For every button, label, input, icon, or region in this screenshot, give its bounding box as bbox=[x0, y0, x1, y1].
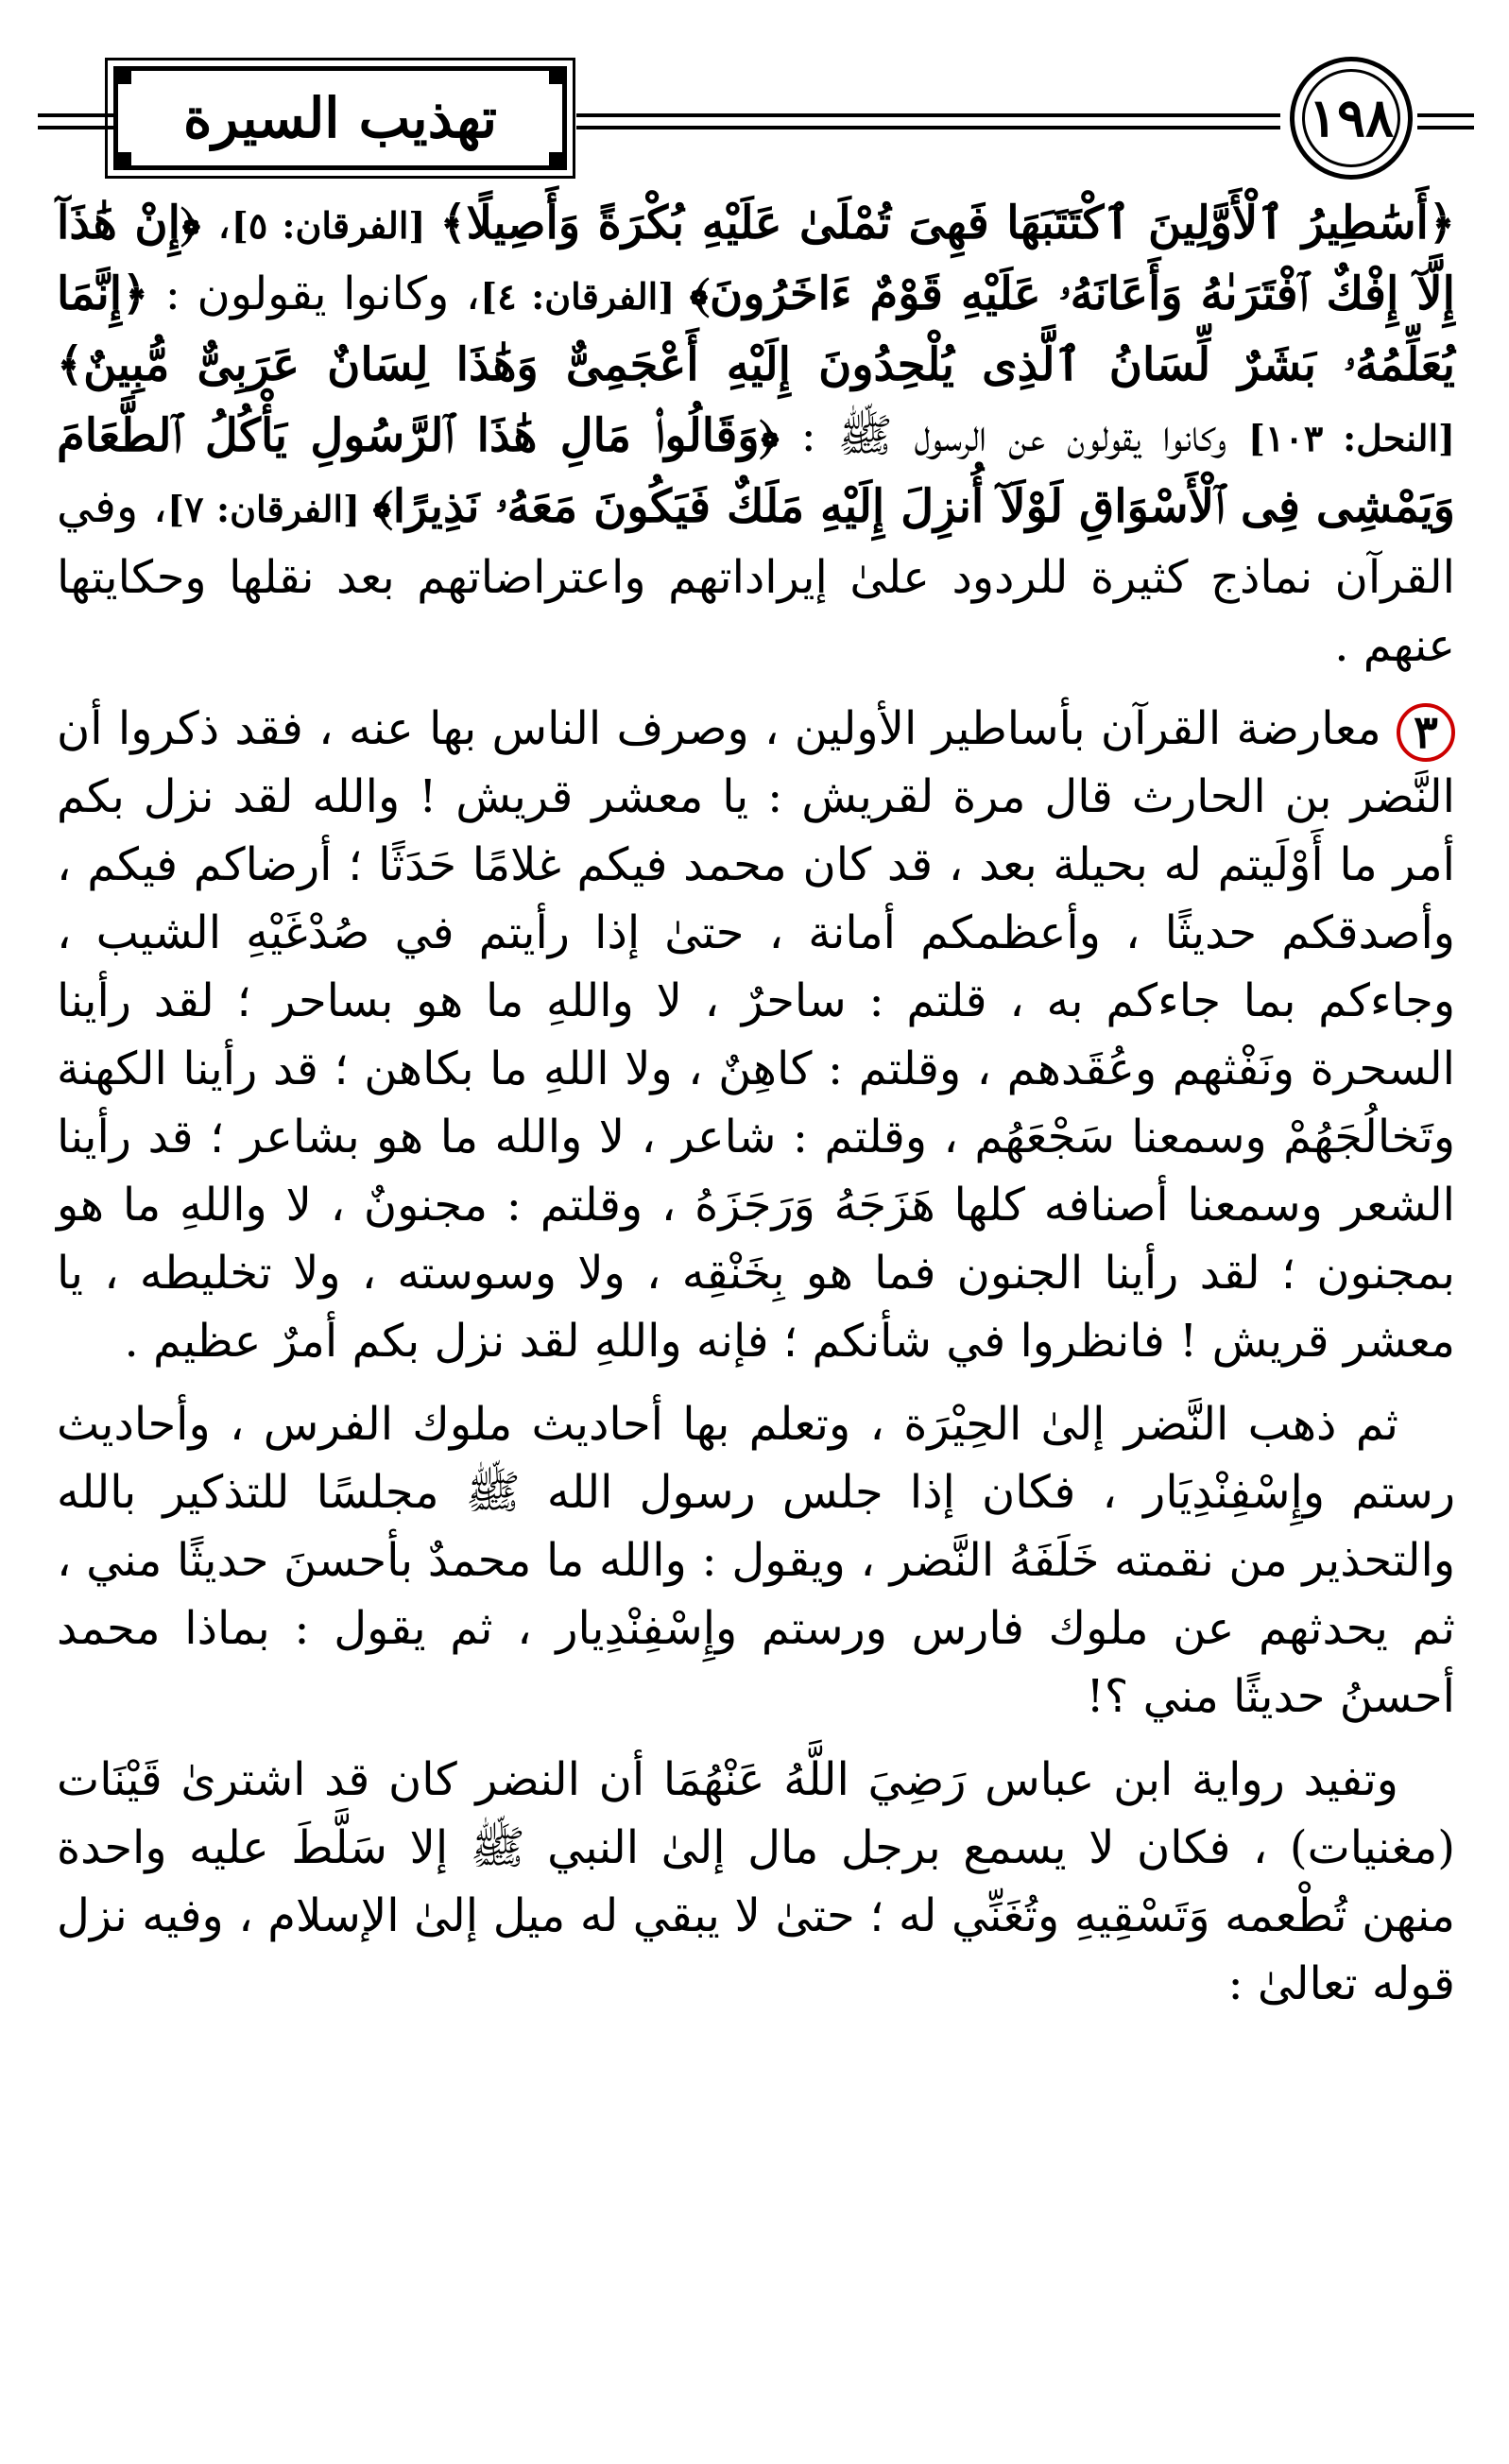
verse-reference: [الفرقان: ٧] bbox=[167, 488, 373, 530]
paragraph-numbered-point bbox=[57, 695, 1455, 1375]
paragraph-text: معارضة القرآن بأساطير الأولين ، وصرف الناس بها عنه ، فقد ذكروا أن النَّضر بن الحارث قال مرة لقريش : يا معشر قريش ! والله لقد نزل بكم أمر ما أَوْلَيتم له بحيلة بعد ، قد كان محمد فيكم غلامًا حَدَثًا ؛ أرضاكم فيكم ، وأصدقكم حديثًا ، وأعظمكم أمانة ، حتىٰ إذا رأيتم في صُدْغَيْهِ الشيب ، وجاءكم بما جاءكم به ، قلتم : ساحرٌ ، لا واللهِ ما هو بساحر ؛ لقد رأينا السحرة ونَفْثهم وعُقَدهم ، وقلتم : كاهِنٌ ، ولا اللهِ ما بكاهن ؛ قد رأينا الكهنة وتَخالُجَهُمْ وسمعنا سَجْعَهُم ، وقلتم : شاعر ، لا والله ما هو بشاعر ؛ قد رأينا الشعر وسمعنا أصنافه كلها هَزَجَهُ وَرَجَزَهُ ، وقلتم : مجنونٌ ، لا واللهِ ما هو بمجنون ؛ لقد رأينا الجنون فما هو بِخَنْقِه ، ولا وسوسته ، ولا تخليطه ، يا معشر قريش ! فانظروا في شأنكم ؛ فإنه واللهِ لقد نزل بكم أمرٌ عظيم . bbox=[57, 702, 1456, 1368]
paragraph-nadr-persia bbox=[57, 1390, 1455, 1731]
header-rule-middle-lower bbox=[576, 126, 1280, 129]
quran-verse: ﴿إِنَّمَا يُعَلِّمُهُۥ بَشَرٌ لِّسَانُ ٱلَّذِى يُلْحِدُونَ إِلَيْهِ أَعْجَمِىٌّ وَهَٰذَا لِسَانٌ عَرَبِىٌّ مُّبِينٌ﴾ bbox=[57, 267, 1455, 391]
book-title: تهذيب السيرة bbox=[182, 86, 498, 150]
paragraph-text: وتفيد رواية ابن عباس رَضِيَ اللَّهُ عَنْهُمَا أن النضر كان قد اشترىٰ قَيْنَات (مغنيات) ، فكان لا يسمع برجل مال إلىٰ النبي ﷺ إلا سَلَّطَ عليه واحدة منهن تُطْعمه وَتَسْقِيهِ وتُغَنِّي له ؛ حتىٰ لا يبقي له ميل إلىٰ الإسلام ، وفيه نزل قوله تعالىٰ : bbox=[57, 1753, 1455, 2010]
page-body bbox=[57, 189, 1455, 2033]
header-rule-left-lower bbox=[38, 126, 113, 129]
body-text: ، bbox=[200, 197, 231, 250]
page-number bbox=[1290, 57, 1413, 180]
verse-reference: [النحل: ١٠٣] bbox=[1248, 417, 1455, 459]
body-text: ، وفي القرآن نماذج كثيرة للردود علىٰ إيراداتهم واعتراضاتهم بعد نقلها وحكايتها عنهم . bbox=[57, 480, 1455, 672]
book-title-box bbox=[113, 66, 567, 170]
body-text: وكانوا يقولون عن الرسول ﷺ : bbox=[779, 409, 1249, 462]
paragraph-quran-quotes bbox=[57, 189, 1455, 680]
body-text: ، وكانوا يقولون : bbox=[148, 267, 481, 320]
verse-reference: [الفرقان: ٤] bbox=[480, 275, 690, 318]
header-rule-middle bbox=[576, 113, 1280, 117]
quran-verse: ﴿أَسَٰطِيرُ ٱلْأَوَّلِينَ ٱكْتَتَبَهَا فَهِىَ تُمْلَىٰ عَلَيْهِ بُكْرَةً وَأَصِيلًا﴾ bbox=[439, 197, 1455, 250]
paragraph-ibn-abbas bbox=[57, 1746, 1455, 2018]
paragraph-text: ثم ذهب النَّضر إلىٰ الحِيْرَة ، وتعلم بها أحاديث ملوك الفرس ، وأحاديث رستم وإِسْفِنْدِيَار ، فكان إذا جلس رسول الله ﷺ مجلسًا للتذكير بالله والتحذير من نقمته خَلَفَهُ النَّضر ، ويقول : والله ما محمدٌ بأحسنَ حديثًا مني ، ثم يحدثهم عن ملوك فارس ورستم وإِسْفِنْدِيار ، ثم يقول : بماذا محمد أحسنُ حديثًا مني ؟! bbox=[57, 1398, 1455, 1723]
quran-verse: ﴿إِنْ هَٰذَآ إِلَّآ إِفْكٌ ٱفْتَرَىٰهُ وَأَعَانَهُۥ عَلَيْهِ قَوْمٌ ءَاخَرُونَ﴾ bbox=[57, 197, 1455, 320]
header-rule-left bbox=[38, 113, 113, 117]
verse-reference: [الفرقان: ٥] bbox=[231, 204, 440, 247]
page-header bbox=[38, 28, 1474, 189]
point-number-marker: ٣ bbox=[1397, 703, 1455, 762]
page-number-text: ١٩٨ bbox=[1308, 87, 1395, 149]
header-rule-right bbox=[1417, 113, 1474, 117]
quran-verse: ﴿وَقَالُوا۟ مَالِ هَٰذَا ٱلرَّسُولِ يَأْكُلُ ٱلطَّعَامَ وَيَمْشِى فِى ٱلْأَسْوَاقِ لَوْلَآ أُنزِلَ إِلَيْهِ مَلَكٌ فَيَكُونَ مَعَهُۥ نَذِيرًا﴾ bbox=[57, 409, 1455, 533]
header-rule-right-lower bbox=[1417, 126, 1474, 129]
